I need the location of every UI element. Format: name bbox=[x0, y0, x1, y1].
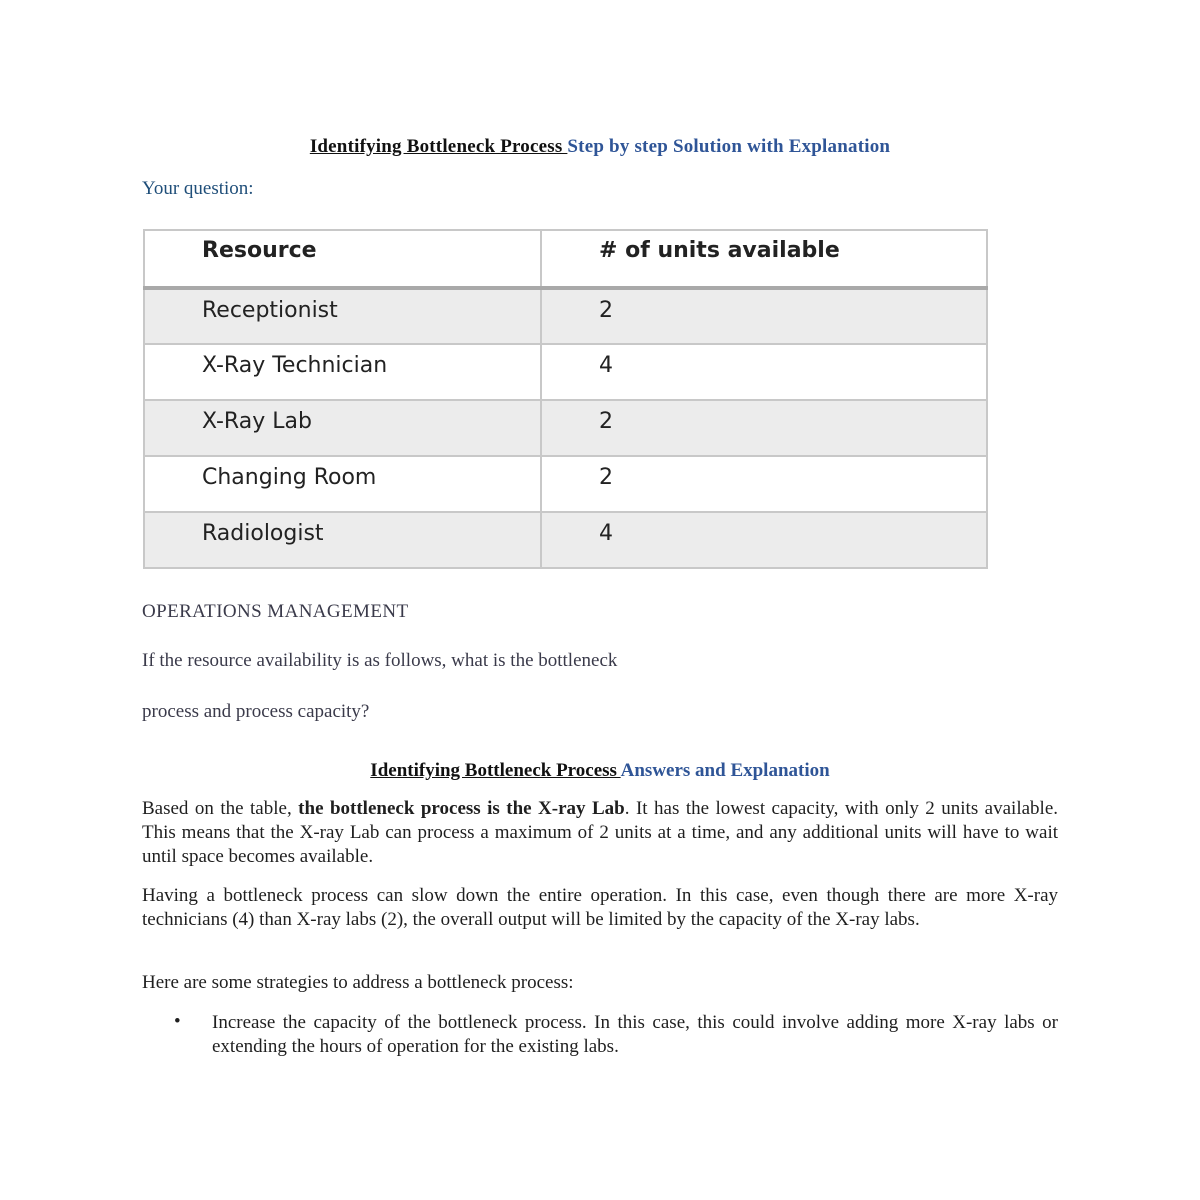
your-question-label: Your question: bbox=[142, 178, 254, 199]
table-row bbox=[144, 512, 987, 568]
cell-resource: X-Ray Lab bbox=[144, 400, 541, 456]
heading-underlined-text: Identifying Bottleneck Process bbox=[370, 760, 621, 781]
cell-units: 2 bbox=[541, 288, 987, 344]
table-row bbox=[144, 400, 987, 456]
subject-label: OPERATIONS MANAGEMENT bbox=[142, 601, 409, 622]
cell-units: 2 bbox=[541, 400, 987, 456]
header-resource: Resource bbox=[144, 230, 541, 288]
question-line-2: process and process capacity? bbox=[142, 701, 370, 722]
cell-resource: Radiologist bbox=[144, 512, 541, 568]
answer-p1-bold: the bottleneck process is the X-ray Lab bbox=[298, 798, 625, 819]
answer-paragraph-1 bbox=[142, 797, 1058, 869]
resource-table bbox=[143, 229, 988, 569]
cell-resource: X-Ray Technician bbox=[144, 344, 541, 400]
table-header-row bbox=[144, 230, 987, 288]
header-units: # of units available bbox=[541, 230, 987, 288]
cell-units: 2 bbox=[541, 456, 987, 512]
table-row bbox=[144, 344, 987, 400]
bullet-icon: • bbox=[174, 1011, 181, 1032]
answer-paragraph-2: Having a bottleneck process can slow down the entire operation. In this case, even though there are more X-ray technicians (4) than X-ray labs (2), the overall output will be limited by the capacity of the X-ray labs. bbox=[142, 885, 1058, 930]
cell-resource: Receptionist bbox=[144, 288, 541, 344]
answer-p1-lead: Based on the table, bbox=[142, 798, 299, 819]
heading-blue-text: Answers and Explanation bbox=[620, 760, 830, 781]
heading-underlined-text: Identifying Bottleneck Process bbox=[309, 136, 568, 157]
answer-paragraph-3: Here are some strategies to address a bottleneck process: bbox=[142, 972, 574, 993]
cell-units: 4 bbox=[541, 344, 987, 400]
table-row bbox=[144, 456, 987, 512]
answer-p1-rest: . It has the lowest capacity, with only 2 units available. This means that the X-ray Lab can process a maximum of 2 units at a time, and any additional units will have to wait until space becomes available. bbox=[142, 798, 1059, 867]
cell-resource: Changing Room bbox=[144, 456, 541, 512]
cell-units: 4 bbox=[541, 512, 987, 568]
table-row bbox=[144, 288, 987, 344]
heading-step-by-step bbox=[0, 136, 1200, 158]
heading-answers bbox=[0, 760, 1200, 782]
list-item: Increase the capacity of the bottleneck process. In this case, this could involve adding more X-ray labs or extending the hours of operation for the existing labs. bbox=[212, 1012, 1058, 1057]
heading-blue-text: Step by step Solution with Explanation bbox=[567, 136, 891, 157]
question-line-1: If the resource availability is as follows, what is the bottleneck bbox=[142, 650, 618, 671]
